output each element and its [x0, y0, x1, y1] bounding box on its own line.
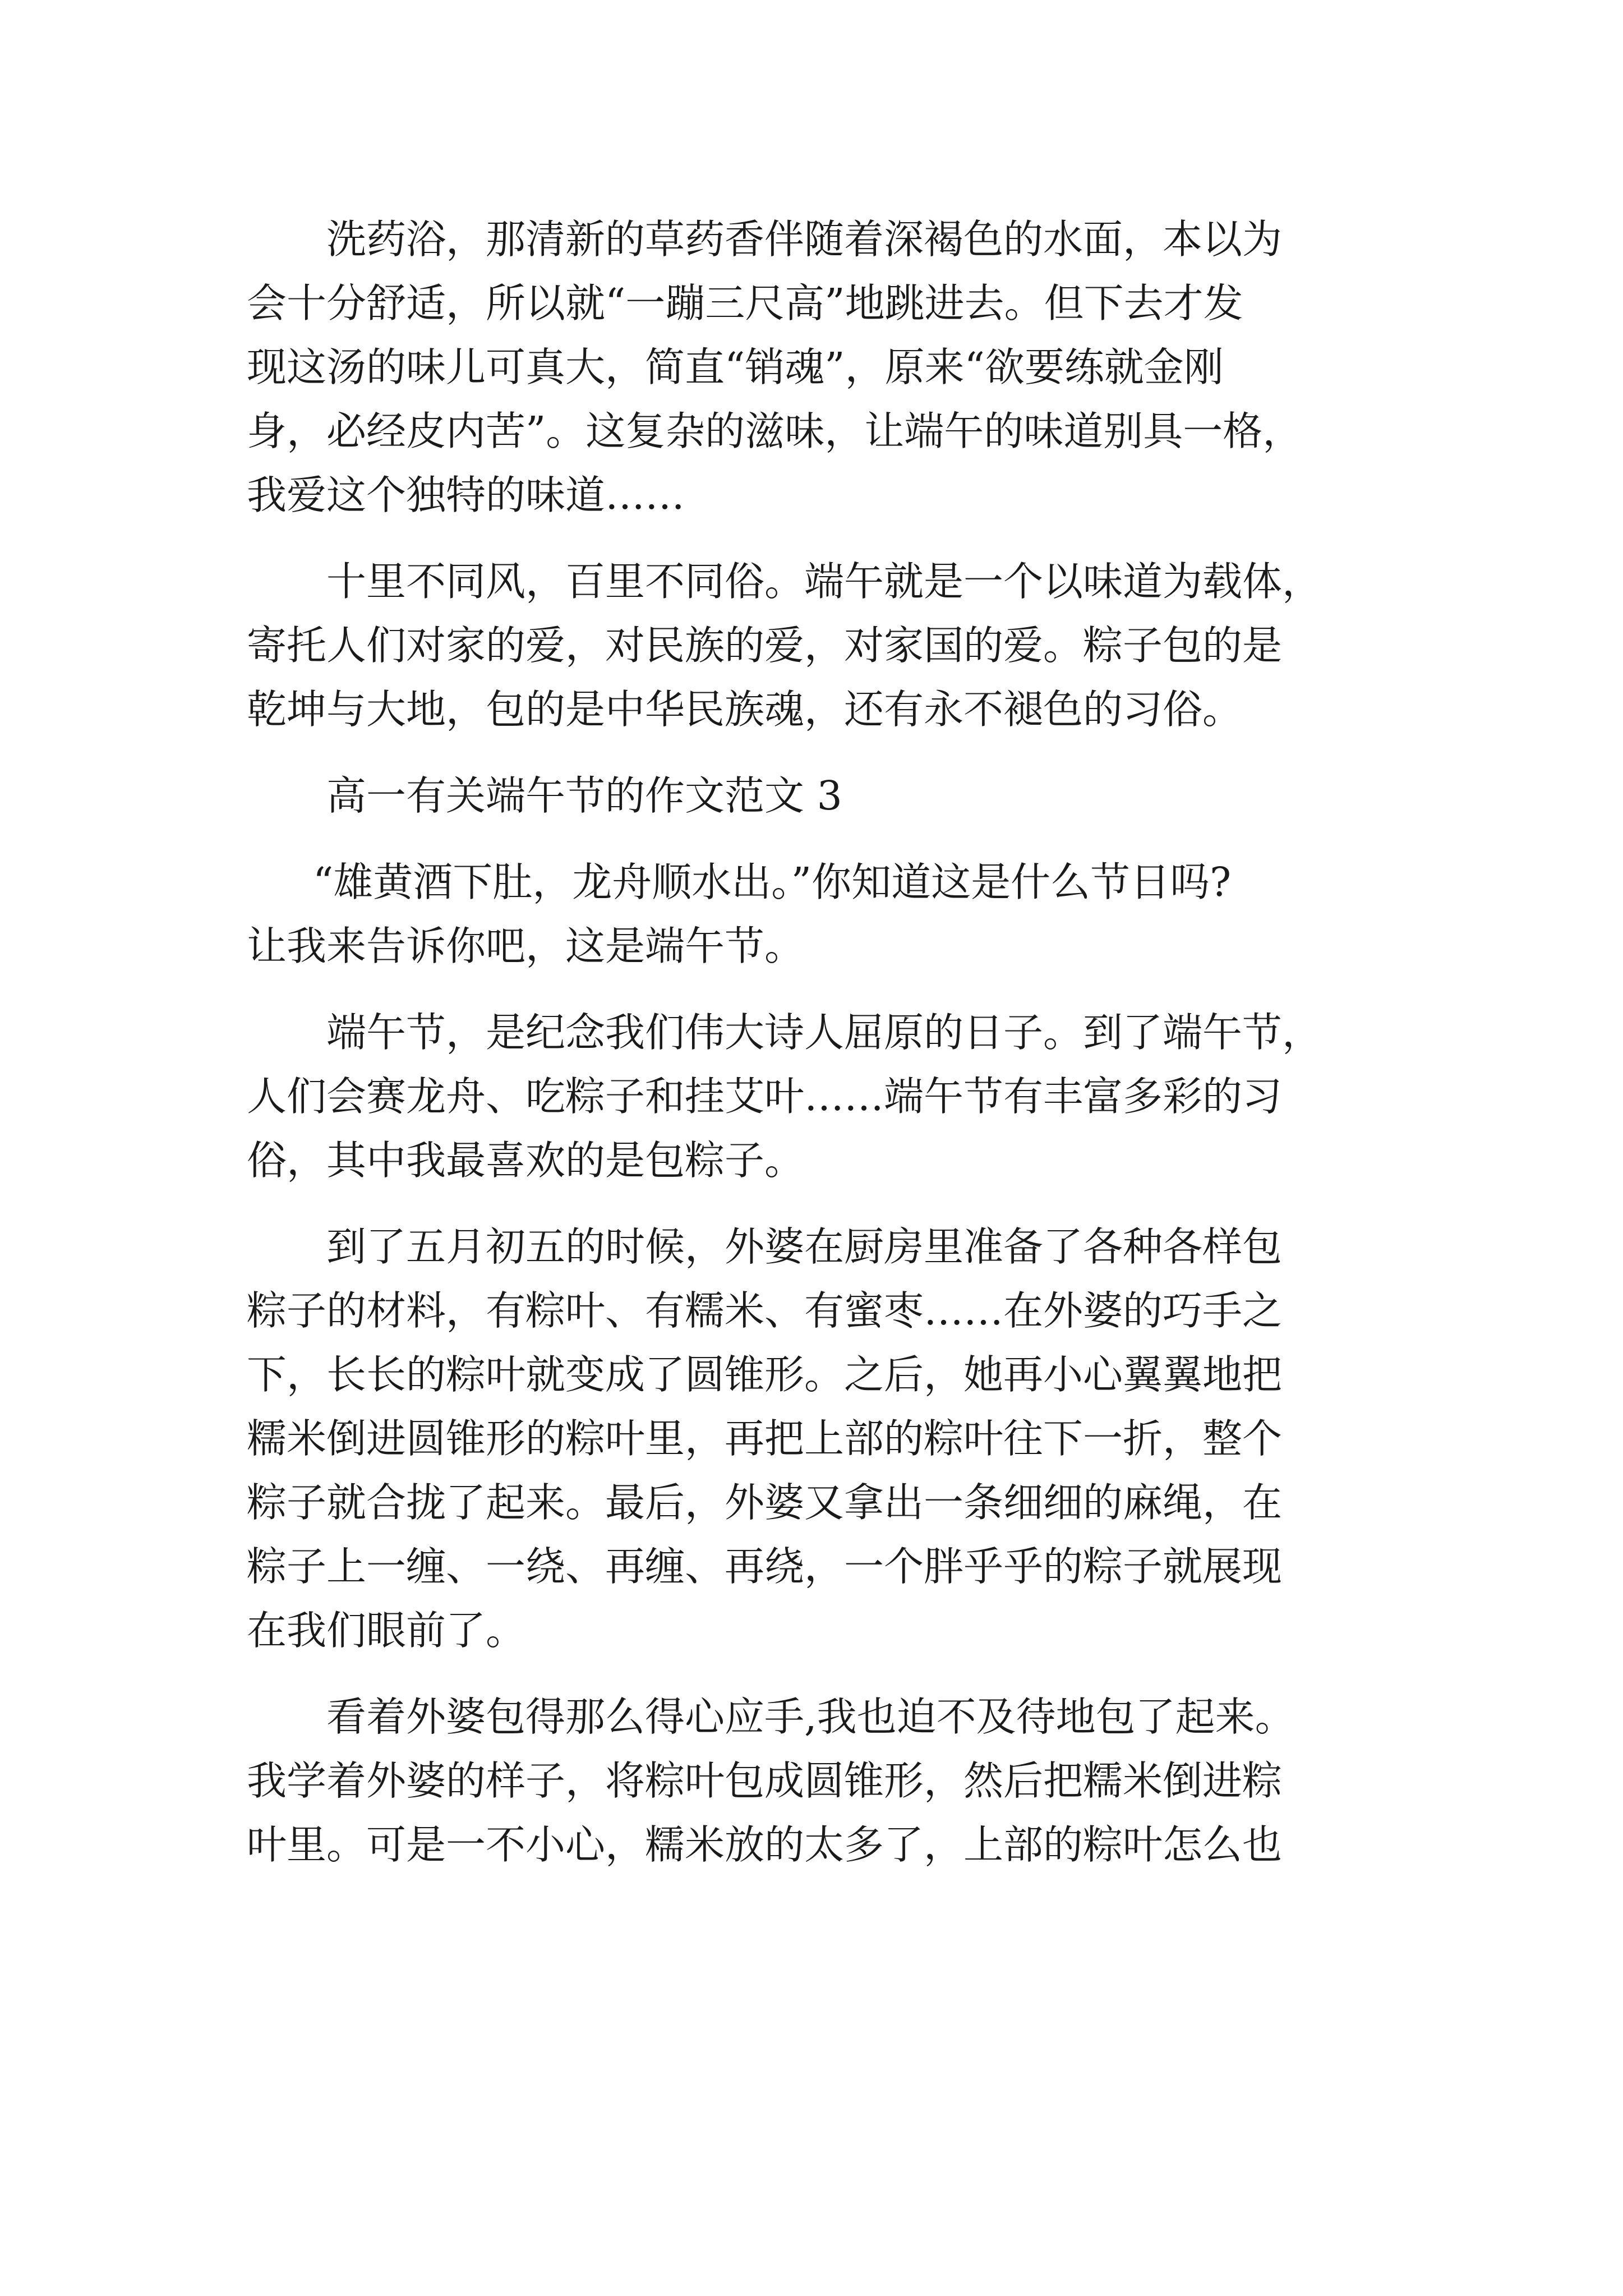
text-line: 到了五月初五的时候，外婆在厨房里准备了各种各样包: [326, 1223, 1283, 1270]
text-line: 我爱这个独特的味道……: [247, 472, 685, 518]
text-line: 十里不同风，百里不同俗。端午就是一个以味道为载体，: [326, 558, 1322, 605]
text-line: “雄黄酒下肚，龙舟顺水出。”你知道这是什么节日吗?: [313, 859, 1232, 905]
paragraph: [247, 850, 1374, 978]
text-line: 粽子就合拢了起来。最后，外婆又拿出一条细细的麻绳，在: [247, 1479, 1283, 1526]
text-line: 寄托人们对家的爱，对民族的爱，对家国的爱。粽子包的是: [247, 622, 1283, 669]
text-line: 叶里。可是一不小心，糯米放的太多了，上部的粽叶怎么也: [247, 1821, 1283, 1868]
paragraph: [247, 1215, 1374, 1663]
paragraph: [247, 550, 1374, 742]
essay-title: 高一有关端午节的作文范文 3: [326, 772, 842, 819]
text-line: 洗药浴，那清新的草药香伴随着深褐色的水面，本以为: [326, 216, 1283, 263]
text-line: 下，长长的粽叶就变成了圆锥形。之后，她再小心翼翼地把: [247, 1351, 1283, 1398]
text-line: 看着外婆包得那么得心应手,我也迫不及待地包了起来。: [326, 1694, 1295, 1740]
paragraph: [247, 1001, 1374, 1193]
text-line: 糯米倒进圆锥形的粽叶里，再把上部的粽叶往下一折，整个: [247, 1415, 1283, 1462]
paragraph: [247, 1685, 1374, 1877]
paragraph: [247, 208, 1374, 527]
text-line: 身，必经皮内苦”。这复杂的滋味，让端午的味道别具一格，: [247, 408, 1303, 454]
text-line: 端午节，是纪念我们伟大诗人屈原的日子。到了端午节，: [326, 1009, 1322, 1056]
text-line: 在我们眼前了。: [247, 1607, 526, 1654]
text-line: 粽子上一缠、一绕、再缠、再绕，一个胖乎乎的粽子就展现: [247, 1543, 1283, 1590]
text-line: 人们会赛龙舟、吃粽子和挂艾叶……端午节有丰富多彩的习: [247, 1073, 1283, 1120]
section-heading: [247, 764, 1374, 828]
text-line: 现这汤的味儿可真大，简直“销魂”，原来“欲要练就金刚: [247, 344, 1224, 390]
text-line: 俗，其中我最喜欢的是包粽子。: [247, 1137, 805, 1184]
text-line: 粽子的材料，有粽叶、有糯米、有蜜枣……在外婆的巧手之: [247, 1287, 1283, 1334]
text-line: 会十分舒适，所以就“一蹦三尺高”地跳进去。但下去才发: [247, 280, 1243, 326]
essay-body: [247, 208, 1374, 1877]
text-line: 我学着外婆的样子，将粽叶包成圆锥形，然后把糯米倒进粽: [247, 1757, 1283, 1804]
text-line: 让我来告诉你吧，这是端午节。: [247, 923, 805, 969]
text-line: 乾坤与大地，包的是中华民族魂，还有永不褪色的习俗。: [247, 686, 1243, 733]
